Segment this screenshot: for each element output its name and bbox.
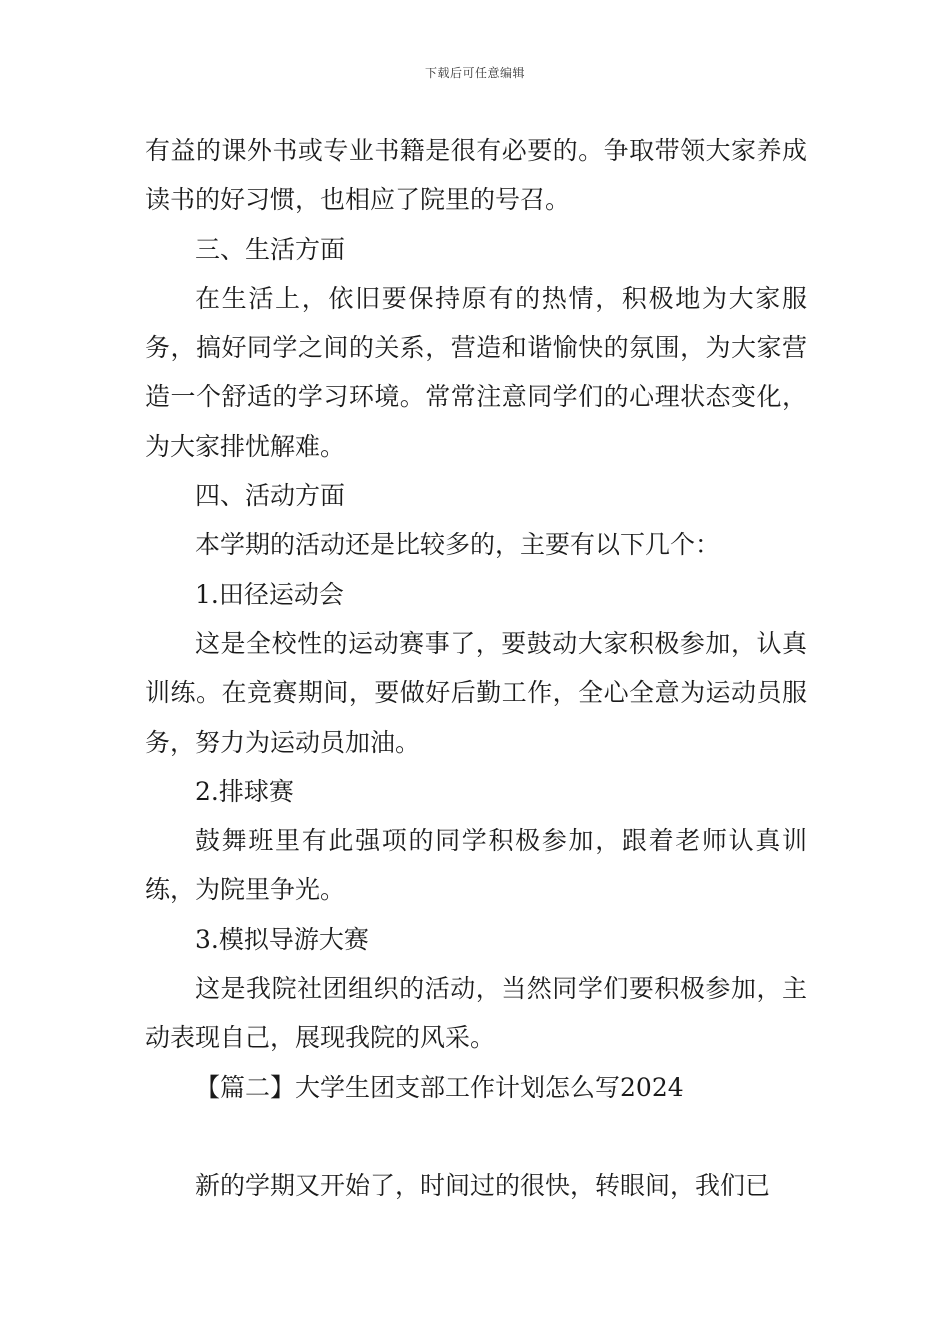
document-body <box>145 126 807 1210</box>
paragraph-activities-intro: 本学期的活动还是比较多的，主要有以下几个： <box>195 530 721 560</box>
paragraph-life: 在生活上，依旧要保持原有的热情，积极地为大家服务，搞好同学之间的关系，营造和谐愉快的氛围，为大家营造一个舒适的学习环境。常常注意同学们的心理状态变化，为大家排忧解难。 <box>145 283 807 461</box>
paragraph-new-semester: 新的学期又开始了，时间过的很快，转眼间，我们已 <box>195 1170 771 1200</box>
blank-line <box>145 1112 807 1161</box>
heading-track-meet: 1.田径运动会 <box>195 579 344 609</box>
heading-volleyball: 2.排球赛 <box>195 776 294 806</box>
section-title-part-two: 【篇二】大学生团支部工作计划怎么写2024 <box>195 1072 684 1102</box>
paragraph-tour-guide: 这是我院社团组织的活动，当然同学们要积极参加，主动表现自己，展现我院的风采。 <box>145 974 807 1053</box>
heading-tour-guide: 3.模拟导游大赛 <box>195 924 369 954</box>
paragraph-track-meet: 这是全校性的运动赛事了，要鼓动大家积极参加，认真训练。在竞赛期间，要做好后勤工作，全心全意为运动员服务，努力为运动员加油。 <box>145 628 807 757</box>
heading-activities: 四、活动方面 <box>195 481 346 511</box>
heading-life: 三、生活方面 <box>195 234 346 264</box>
paragraph-reading: 有益的课外书或专业书籍是很有必要的。争取带领大家养成读书的好习惯，也相应了院里的号召。 <box>145 136 807 215</box>
page-header: 下载后可任意编辑 <box>424 66 525 80</box>
paragraph-volleyball: 鼓舞班里有此强项的同学积极参加，跟着老师认真训练，为院里争光。 <box>145 826 807 905</box>
